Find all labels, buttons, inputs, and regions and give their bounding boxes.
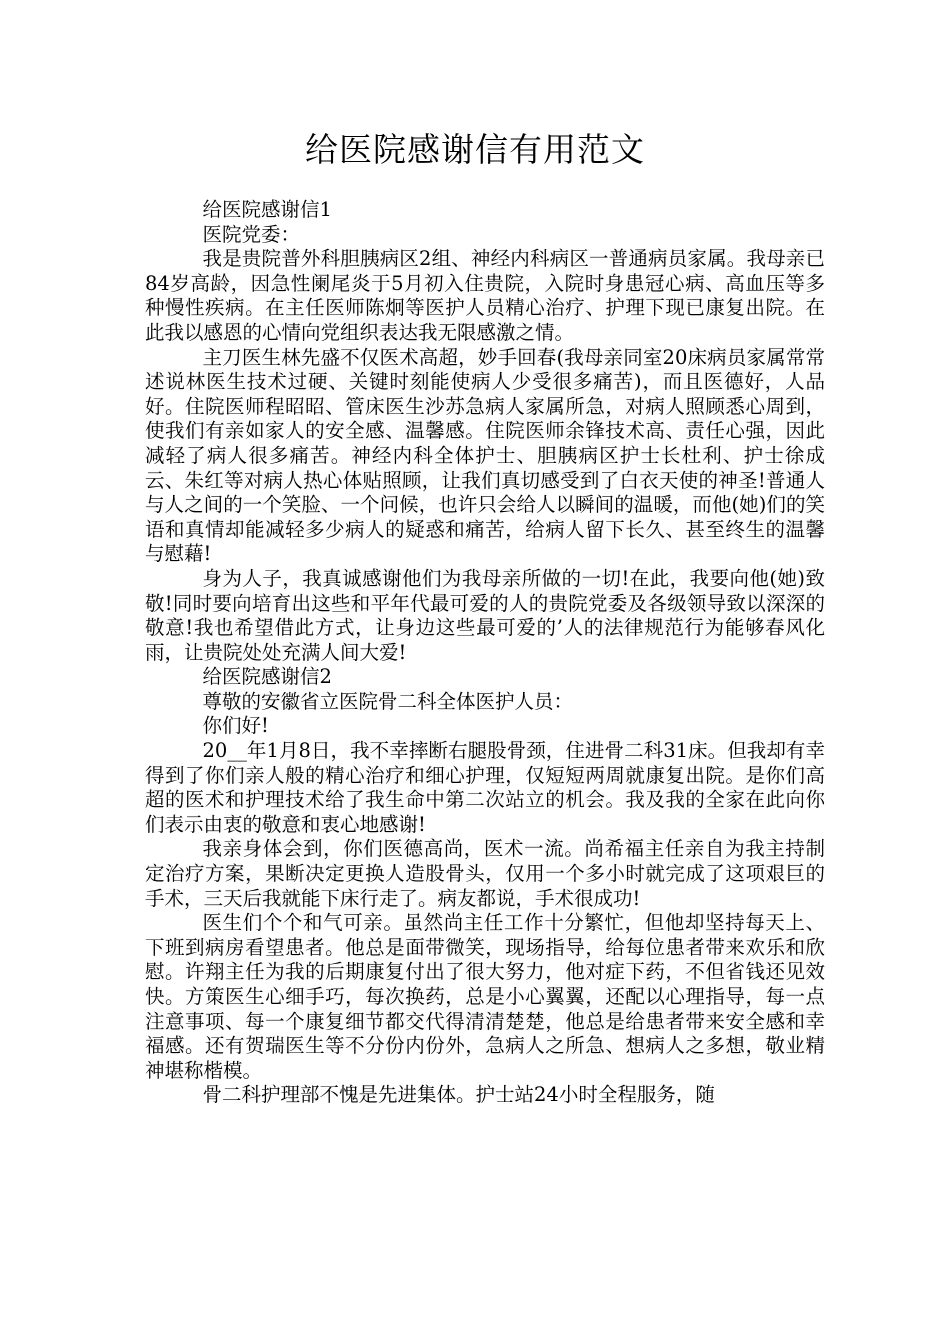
section-heading-letter-1: 给医院感谢信1 xyxy=(202,198,332,221)
paragraph: 主刀医生林先盛不仅医术高超，妙手回春(我母亲同室20床病员家属常常述说林医生技术过硬、关键时刻能使病人少受很多痛苦)，而且医德好，人品好。住院医师程昭昭、管床医生沙苏急病人家属所急，对病人照顾悉心周到，使我们有亲如家人的安全感、温馨感。住院医师余锋技术高、责任心强，因此减轻了病人很多痛苦。神经内科全体护士、胆胰病区护士长杜利、护士徐成云、朱红等对病人热心体贴照顾，让我们真切感受到了白衣天使的神圣!普通人与人之间的一个笑脸、一个问候，也许只会给人以瞬间的温暖，而他(她)们的笑语和真情却能减轻多少病人的疑惑和痛苦，给病人留下长久、甚至终生的温馨与慰藉! xyxy=(145,345,825,566)
paragraph: 我亲身体会到，你们医德高尚，医术一流。尚希福主任亲自为我主持制定治疗方案，果断决定更换人造股骨头，仅用一个多小时就完成了这项艰巨的手术，三天后我就能下床行走了。病友都说，手术很成功! xyxy=(145,837,825,910)
document-title: 给医院感谢信有用范文 xyxy=(305,130,645,169)
paragraph: 医生们个个和气可亲。虽然尚主任工作十分繁忙，但他却坚持每天上、下班到病房看望患者。他总是面带微笑，现场指导，给每位患者带来欢乐和欣慰。许翔主任为我的后期康复付出了很大努力，他对症下药，不但省钱还见效快。方策医生心细手巧，每次换药，总是小心翼翼，还配以心理指导，每一点注意事项、每一个康复细节都交代得清清楚楚，他总是给患者带来安全感和幸福感。还有贺瑞医生等不分份内份外，急病人之所急、想病人之多想，敬业精神堪称楷模。 xyxy=(145,911,825,1082)
paragraph: 身为人子，我真诚感谢他们为我母亲所做的一切!在此，我要向他(她)致敬!同时要向培育出这些和平年代最可爱的人的贵院党委及各级领导致以深深的敬意!我也希望借此方式，让身边这些最可爱的’人的法律规范行为能够春风化雨，让贵院处处充满人间大爱! xyxy=(145,566,825,664)
document-body xyxy=(145,198,825,1108)
paragraph: 我是贵院普外科胆胰病区2组、神经内科病区一普通病员家属。我母亲已84岁高龄，因急性阑尾炎于5月初入住贵院，入院时身患冠心病、高血压等多种慢性疾病。在主任医师陈炯等医护人员精心治疗、护理下现已康复出院。在此我以感恩的心情向党组织表达我无限感激之情。 xyxy=(145,247,825,344)
paragraph: 20__年1月8日，我不幸摔断右腿股骨颈，住进骨二科31床。但我却有幸得到了你们亲人般的精心治疗和细心护理，仅短短两周就康复出院。是你们高超的医术和护理技术给了我生命中第二次站立的机会。我及我的全家在此向你们表示由衷的敬意和衷心地感谢! xyxy=(145,739,825,836)
section-heading-letter-2: 给医院感谢信2 xyxy=(202,665,332,689)
salutation-1: 医院党委： xyxy=(202,222,301,246)
greeting: 你们好! xyxy=(202,714,269,738)
paragraph: 骨二科护理部不愧是先进集体。护士站24小时全程服务，随 xyxy=(202,1083,715,1107)
salutation-2: 尊敬的安徽省立医院骨二科全体医护人员： xyxy=(202,689,574,713)
